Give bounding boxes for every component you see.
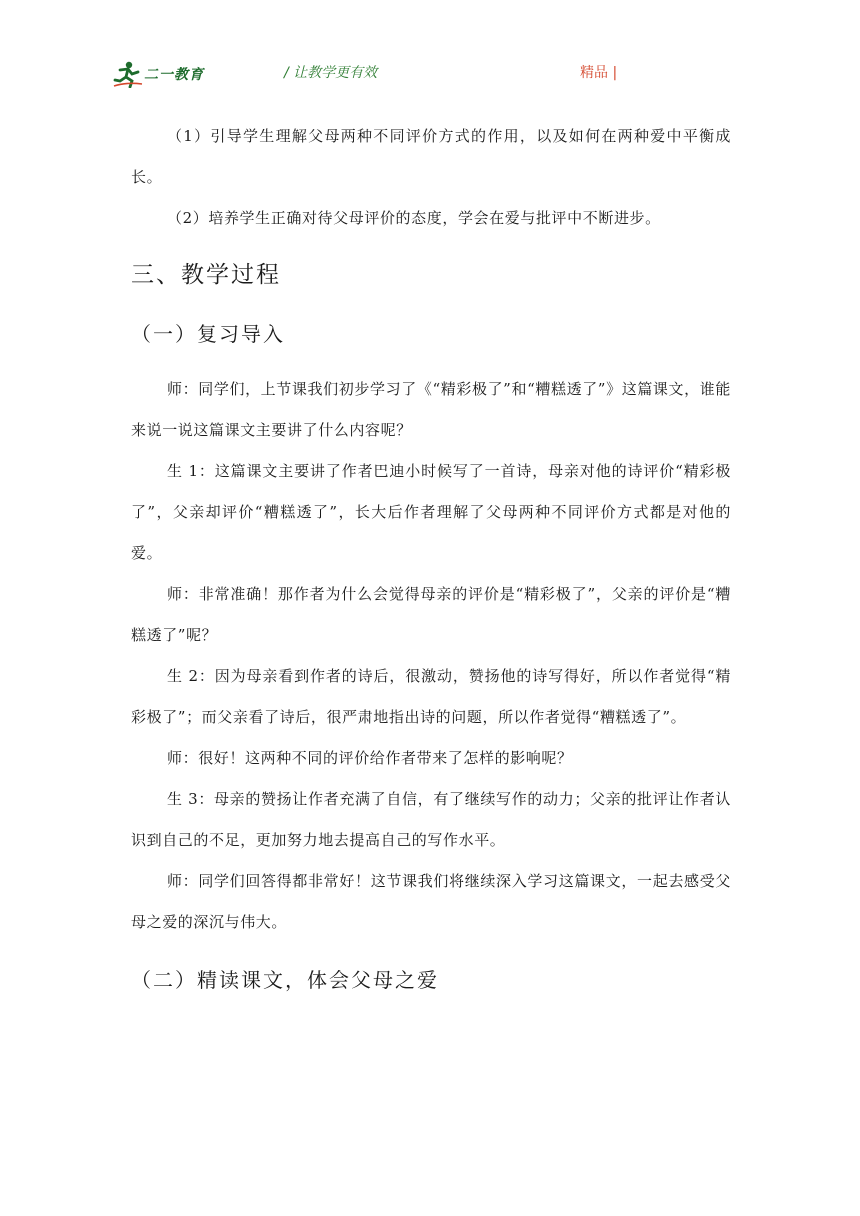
logo: [112, 60, 212, 88]
page-header: [0, 0, 860, 100]
teaching-goal-2: （2）培养学生正确对待父母评价的态度，学会在爱与批评中不断进步。: [167, 209, 661, 227]
dialogue-paragraph: 师：同学们回答得都非常好！这节课我们将继续深入学习这篇课文，一起去感受父母之爱的深沉与伟大。: [131, 872, 731, 931]
slogan: / 让教学更有效: [284, 65, 378, 81]
dialogue-paragraph: 师：很好！这两种不同的评价给作者带来了怎样的影响呢？: [167, 749, 573, 767]
logo-text: 二一教育: [144, 67, 204, 83]
subsection-heading: （二）精读课文，体会父母之爱: [131, 968, 439, 992]
dialogue-paragraph: 师：非常准确！那作者为什么会觉得母亲的评价是“精彩极了”，父亲的评价是“糟糕透了”呢？: [131, 585, 731, 644]
quality-badge: 精品 |: [580, 65, 618, 81]
dialogue-paragraph: 生 2：因为母亲看到作者的诗后，很激动，赞扬他的诗写得好，所以作者觉得“精彩极了”；而父亲看了诗后，很严肃地指出诗的问题，所以作者觉得“糟糕透了”。: [131, 667, 731, 726]
dialogue-paragraph: 师：同学们，上节课我们初步学习了《“精彩极了”和“糟糕透了”》这篇课文，谁能来说一说这篇课文主要讲了什么内容呢？: [131, 380, 731, 439]
dialogue-paragraph: 生 1：这篇课文主要讲了作者巴迪小时候写了一首诗，母亲对他的诗评价“精彩极了”，父亲却评价“糟糕透了”，长大后作者理解了父母两种不同评价方式都是对他的爱。: [131, 462, 731, 562]
dialogue-paragraph: 生 3：母亲的赞扬让作者充满了自信，有了继续写作的动力；父亲的批评让作者认识到自己的不足，更加努力地去提高自己的写作水平。: [131, 790, 731, 849]
section-heading: 三、教学过程: [131, 262, 281, 288]
teaching-goal-1: （1）引导学生理解父母两种不同评价方式的作用，以及如何在两种爱中平衡成长。: [131, 127, 731, 186]
subsection-heading: （一）复习导入: [131, 322, 285, 346]
document-body: [131, 116, 731, 1015]
runner-logo-icon: [112, 60, 144, 88]
